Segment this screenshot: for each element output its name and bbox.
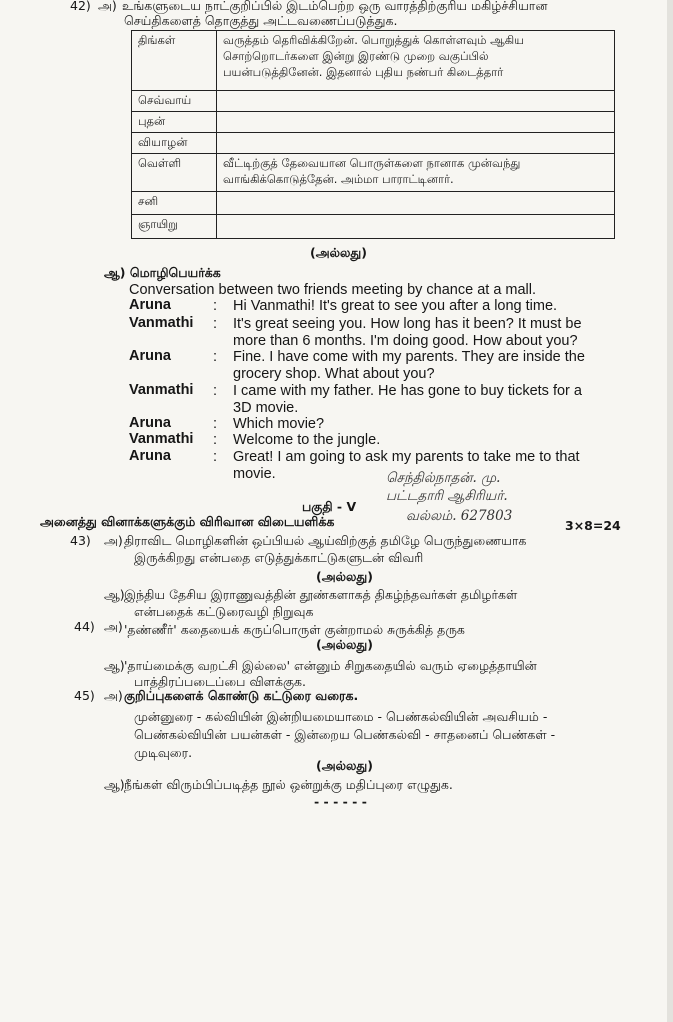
q42-sub-a: அ) [98,0,117,13]
section-title: பகுதி - V [302,499,357,514]
entry-line: வாங்கிக்கொடுத்தேன். அம்மா பாராட்டினார். [223,172,454,186]
page-edge-shadow [667,0,673,1022]
entry-cell [217,31,615,91]
diary-table [131,30,615,239]
or-separator: (அல்லது) [316,758,373,773]
dialogue-line: Fine. I have come with my parents. They are inside the [233,349,585,365]
table-row [132,31,615,91]
dialogue-line: more than 6 months. I'm doing good. How about you? [233,333,578,349]
or-separator: (அல்லது) [316,569,373,584]
question-line: திராவிட மொழிகளின் ஒப்பியல் ஆய்விற்குத் தமிழே பெருந்துணையாக [124,533,527,548]
dialogue-line: 3D movie. [233,400,299,416]
q42-line1: உங்களுடைய நாட்குறிப்பில் இடம்பெற்ற ஒரு வாரத்திற்குரிய மகிழ்ச்சியான [122,0,548,13]
day-cell: சனி [132,192,217,215]
table-row [132,192,615,215]
dialogue-line: I came with my father. He has gone to buy tickets for a [233,383,582,399]
dialogue-line: Which movie? [233,416,325,432]
section-marks: 3×8=24 [565,518,621,533]
question-line: முன்னுரை - கல்வியின் இன்றியமையாமை - பெண்கல்வியின் அவசியம் - [134,709,548,724]
dialogue-line: Great! I am going to ask my parents to take me to that [233,449,580,465]
question-line: 'தாய்மைக்கு வறட்சி இல்லை' என்னும் சிறுகதையில் வரும் ஏழைத்தாயின் [124,658,537,673]
entry-cell [217,112,615,133]
question-line: பெண்கல்வியின் பயன்கள் - இன்றைய பெண்கல்வி - சாதனைப் பெண்கள் - [134,727,556,742]
question-line: என்பதைக் கட்டுரைவழி நிறுவுக [134,604,314,619]
question-number: 43) [70,533,91,548]
day-cell: திங்கள் [132,31,217,91]
dialogue-colon: : [213,349,218,365]
dialogue-colon: : [213,383,218,399]
entry-line: வருத்தம் தெரிவிக்கிறேன். பொறுத்துக் கொள்ளவும் ஆகிய [223,33,525,47]
speaker-name: Aruna [129,415,171,431]
dialogue-line: It's great seeing you. How long has it been? It must be [233,316,582,332]
conversation-intro: Conversation between two friends meeting by chance at a mall. [129,282,537,298]
question-number: 44) [74,619,95,634]
question-line: குறிப்புகளைக் கொண்டு கட்டுரை வரைக. [124,688,359,703]
dialogue-line: Hi Vanmathi! It's great to see you after a long time. [233,298,558,314]
option-label: அ) [104,619,123,634]
entry-cell [217,133,615,154]
dialogue-line: movie. [233,466,276,482]
section-instruction: அனைத்து வினாக்களுக்கும் விரிவான விடையளிக்க [40,514,335,529]
dialogue-colon: : [213,416,218,432]
day-cell: ஞாயிறு [132,215,217,239]
dialogue-colon: : [213,316,218,332]
q42-or: (அல்லது) [310,245,367,260]
or-separator: (அல்லது) [316,637,373,652]
question-number: 45) [74,688,95,703]
handwritten-note-line: பட்டதாரி ஆசிரியர். [386,488,508,504]
speaker-name: Vanmathi [129,315,194,331]
end-mark: - - - - - - [314,794,367,809]
q42-number: 42) [70,0,91,13]
option-label: அ) [104,688,123,703]
entry-line: சொற்றொடர்களை இன்று இரண்டு முறை வகுப்பில் [223,49,489,63]
table-row [132,215,615,239]
dialogue-colon: : [213,432,218,448]
entry-cell [217,192,615,215]
speaker-name: Aruna [129,297,171,313]
speaker-name: Vanmathi [129,431,194,447]
question-line: முடிவுரை. [134,745,193,760]
speaker-name: Aruna [129,348,171,364]
dialogue-colon: : [213,298,218,314]
entry-line: வீட்டிற்குத் தேவையான பொருள்களை நானாக முன்வந்து [223,156,521,170]
option-label: ஆ) [104,658,125,673]
day-cell: வெள்ளி [132,154,217,192]
handwritten-note-line: வல்லம். 627803 [406,508,513,524]
entry-cell [217,91,615,112]
entry-line: பயன்படுத்தினேன். இதனால் புதிய நண்பர் கிடைத்தார் [223,65,504,79]
day-cell: புதன் [132,112,217,133]
table-row [132,154,615,192]
option-label: ஆ) [104,777,125,792]
option-label: அ) [104,533,123,548]
table-row [132,133,615,154]
question-line: 'தண்ணீர்' கதையைக் கருப்பொருள் குன்றாமல் சுருக்கித் தருக [124,622,465,637]
dialogue-line: grocery shop. What about you? [233,366,435,382]
entry-cell [217,215,615,239]
table-row [132,112,615,133]
question-line: பாத்திரப்படைப்பை விளக்குக. [134,674,306,689]
handwritten-note-line: செந்தில்நாதன். மு. [386,470,501,486]
day-cell: வியாழன் [132,133,217,154]
question-line: இந்திய தேசிய இராணுவத்தின் தூண்களாகத் திகழ்ந்தவர்கள் தமிழர்கள் [124,587,518,602]
speaker-name: Aruna [129,448,171,464]
question-line: நீங்கள் விரும்பிப்படித்த நூல் ஒன்றுக்கு மதிப்புரை எழுதுக. [124,777,453,792]
day-cell: செவ்வாய் [132,91,217,112]
question-line: இருக்கிறது என்பதை எடுத்துக்காட்டுகளுடன் விவரி [134,550,424,565]
dialogue-line: Welcome to the jungle. [233,432,381,448]
entry-cell [217,154,615,192]
q42-sub-b: ஆ) மொழிபெயர்க்க [104,265,221,280]
table-row [132,91,615,112]
q42-line2: செய்திகளைத் தொகுத்து அட்டவணைப்படுத்துக. [124,13,398,28]
dialogue-colon: : [213,449,218,465]
speaker-name: Vanmathi [129,382,194,398]
option-label: ஆ) [104,587,125,602]
